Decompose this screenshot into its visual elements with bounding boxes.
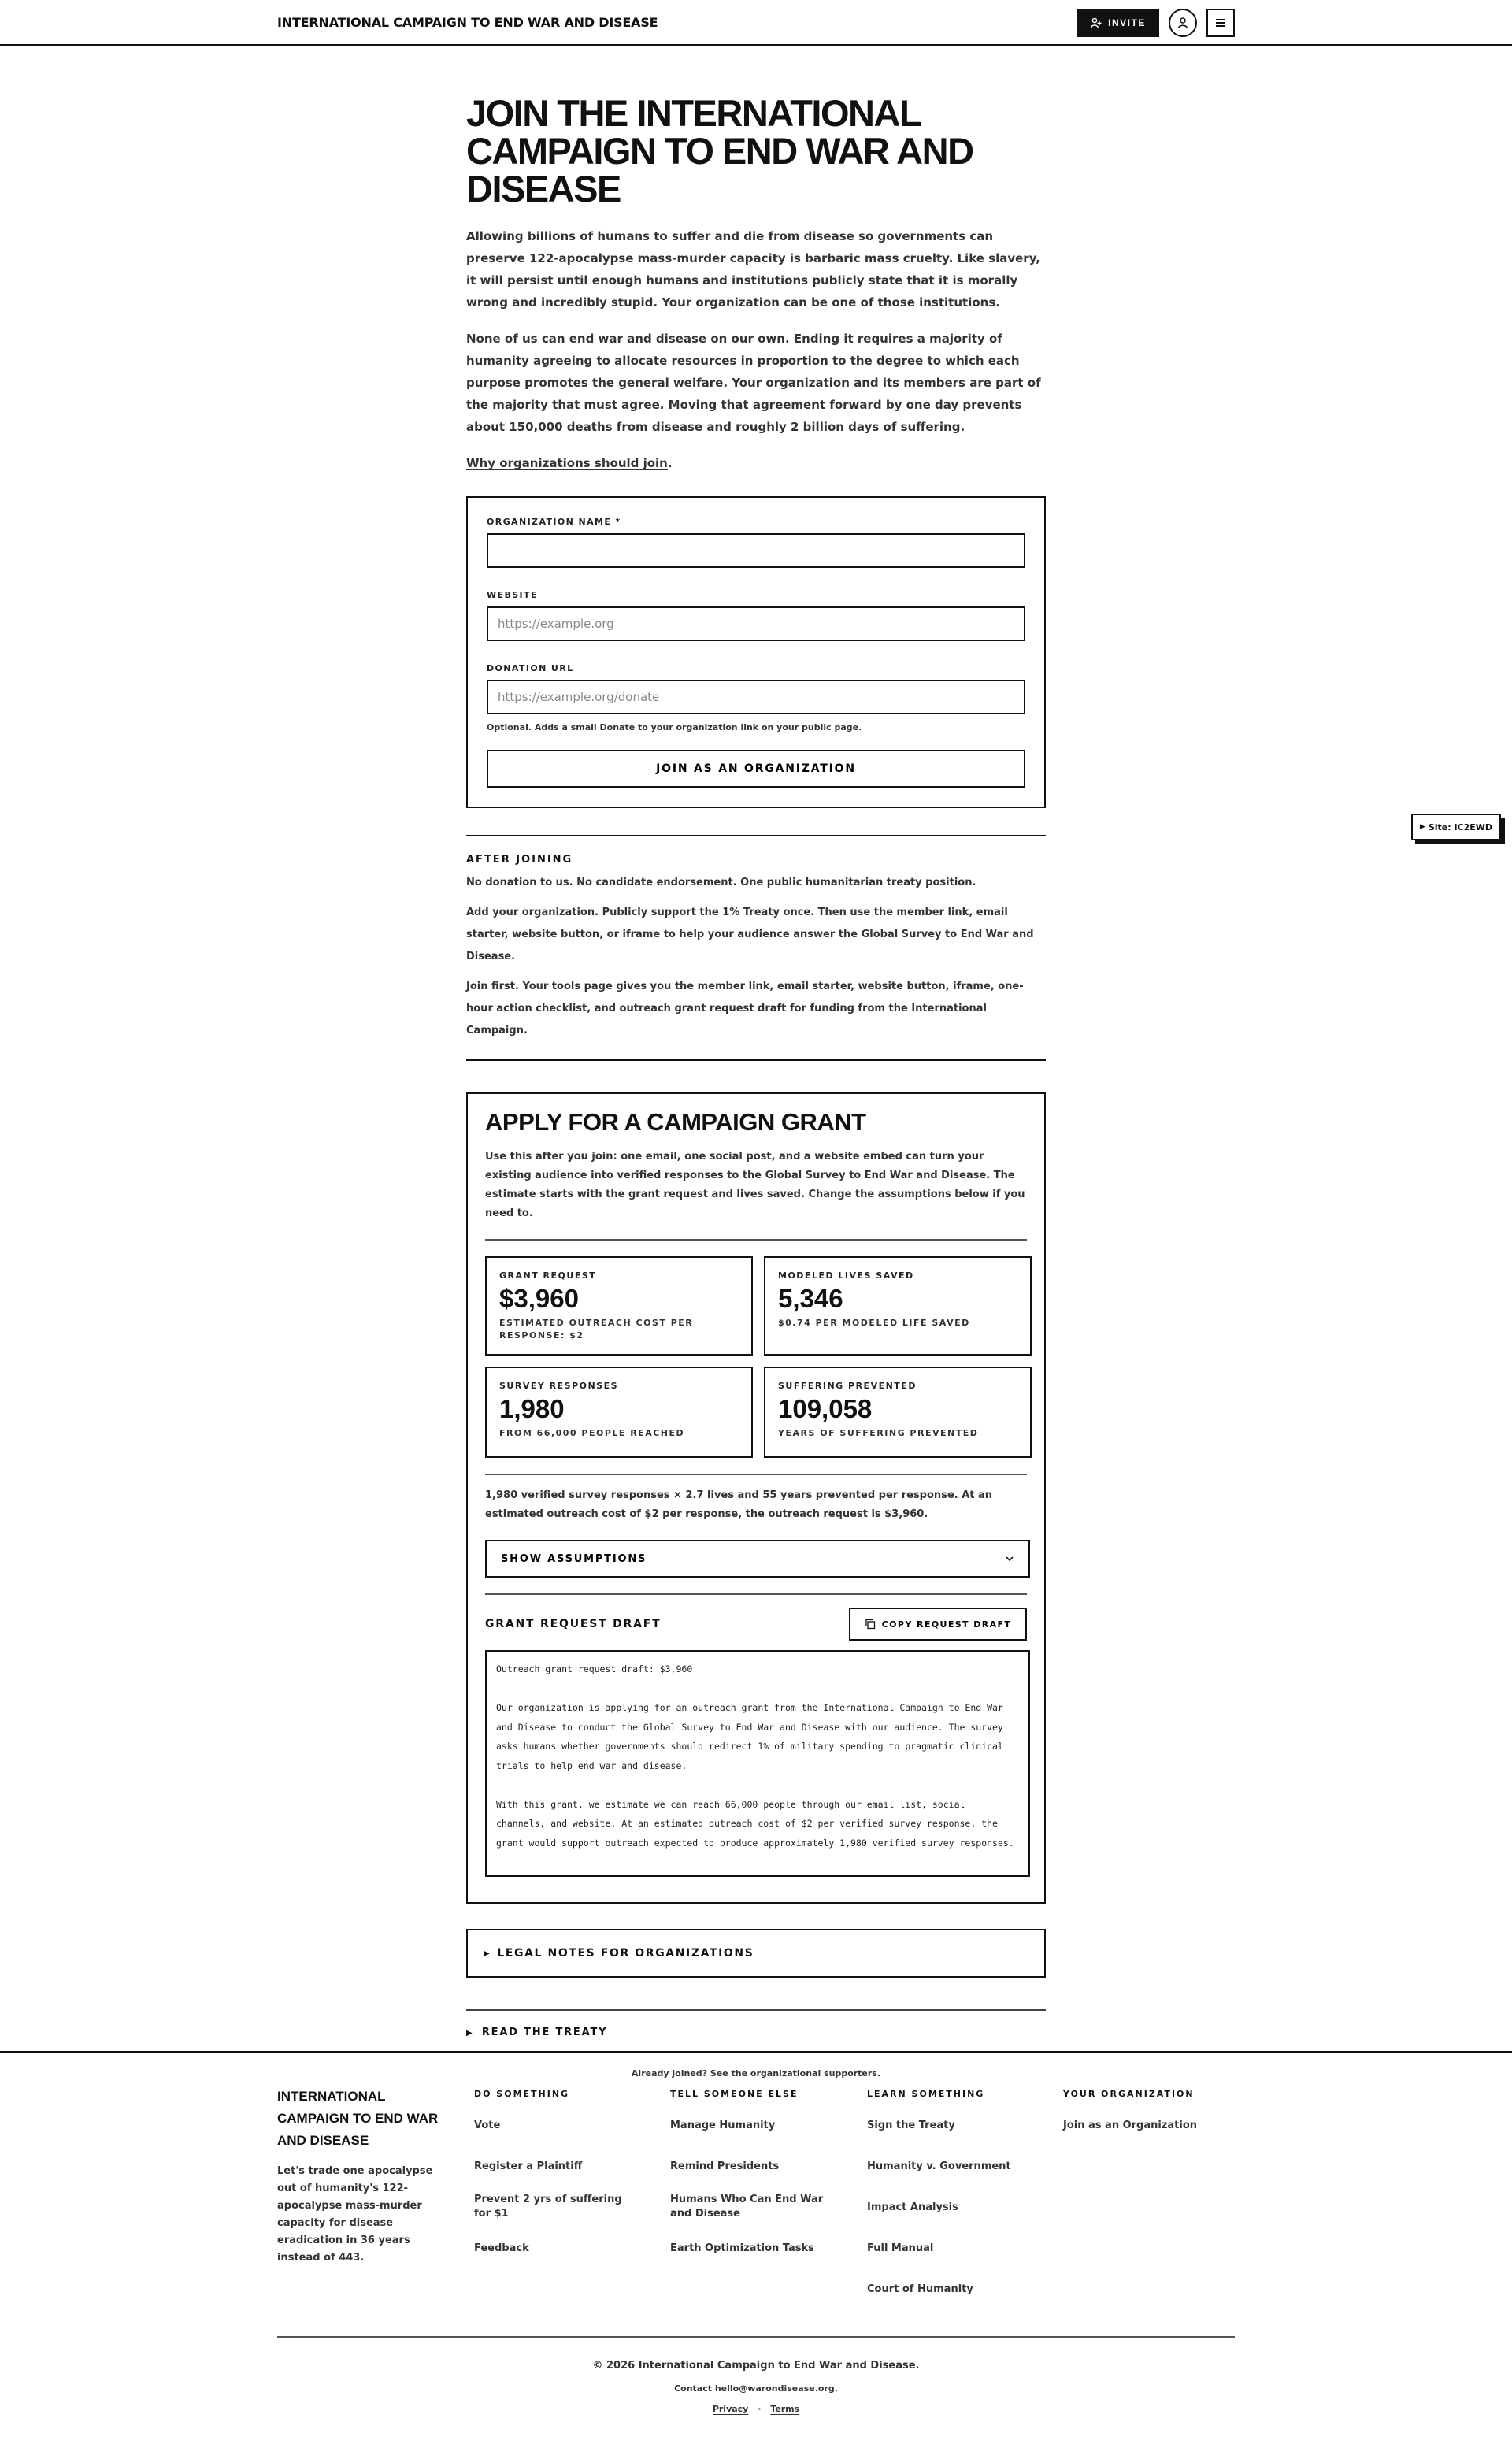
footer-column-your-organization: [1063, 2089, 1244, 2131]
after-joining-p2-before: Add your organization. Publicly support the: [466, 907, 723, 918]
invite-label: INVITE: [1108, 17, 1146, 28]
footer-column-heading: TELL SOMEONE ELSE: [670, 2089, 799, 2099]
footer-column-heading: LEARN SOMETHING: [867, 2089, 985, 2099]
add-user-icon: [1091, 17, 1102, 28]
grant-title: APPLY FOR A CAMPAIGN GRANT: [485, 1108, 866, 1136]
tagline-number: 443: [339, 2252, 361, 2264]
main-content: [466, 92, 1046, 2079]
stat-subtext: ESTIMATED OUTREACH COST PER RESPONSE: $2: [499, 1318, 694, 1341]
after-joining-p1: No donation to us. No candidate endorsement. One public humanitarian treaty position.: [466, 877, 976, 888]
footer-link[interactable]: Court of Humanity: [867, 2283, 973, 2295]
after-joining-p2: [466, 902, 1046, 968]
legal-notes-label: LEGAL NOTES FOR ORGANIZATIONS: [497, 1947, 754, 1960]
grant-request-draft-textarea[interactable]: [485, 1650, 1030, 1877]
footer-link[interactable]: Impact Analysis: [867, 2201, 958, 2213]
stat-grant-request: [485, 1256, 753, 1356]
tagline-number: 122: [382, 2183, 404, 2194]
chevron-down-icon: [1005, 1556, 1014, 1562]
copy-request-draft-label: COPY REQUEST DRAFT: [881, 1619, 1012, 1630]
copy-icon: [865, 1619, 876, 1630]
organizational-supporters-link[interactable]: organizational supporters: [750, 2068, 877, 2079]
org-name-input[interactable]: [487, 533, 1025, 568]
site-badge-label: Site: IC2EWD: [1428, 821, 1493, 833]
stat-subtext: $0.74 PER MODELED LIFE SAVED: [778, 1318, 970, 1328]
footer-column-tell-someone-else: [670, 2089, 851, 2254]
intro-paragraph-2: None of us can end war and disease on our own. Ending it requires a majority of humanity agreeing to allocate resources in proportion to the degree to which each purpose promotes the general welfare. Your organization and its members are part of the majority that must agree. Moving that agreement forward by one day prevents about 150,000 deaths from disease and roughly 2 billion days of suffering.: [466, 332, 1041, 434]
footer-link[interactable]: Join as an Organization: [1063, 2119, 1198, 2131]
contact-suffix: .: [834, 2383, 838, 2394]
show-assumptions-label: SHOW ASSUMPTIONS: [501, 1552, 647, 1565]
triangle-right-icon: ▶: [484, 1949, 491, 1958]
triangle-right-icon: ▶: [1419, 823, 1425, 831]
join-organization-button[interactable]: JOIN AS AN ORGANIZATION: [487, 750, 1025, 788]
intro: [466, 225, 1046, 474]
stat-label: SURVEY RESPONSES: [499, 1381, 619, 1391]
stat-lives-saved: [764, 1256, 1032, 1356]
why-suffix: .: [667, 456, 673, 470]
treaty-link[interactable]: 1% Treaty: [722, 907, 780, 918]
org-name-label: ORGANIZATION NAME *: [487, 517, 621, 527]
footer-legal-links: [0, 2404, 1512, 2414]
footer-copyright: © 2026 International Campaign to End War and Disease.: [592, 2360, 920, 2372]
terms-link[interactable]: Terms: [770, 2404, 800, 2414]
footer-column-do-something: [474, 2089, 655, 2254]
divider: [485, 1239, 1027, 1241]
tagline-part: .: [360, 2252, 365, 2264]
stat-value: 109,058: [778, 1394, 873, 1423]
divider: [485, 1474, 1027, 1475]
stat-value: 5,346: [778, 1284, 843, 1313]
intro-paragraph-1: Allowing billions of humans to suffer and die from disease so governments can preserve 122-apocalypse mass-murder capacity is barbaric mass cruelty. Like slavery, it will persist until enough humans and institutions publicly state that it is morally wrong and incredibly stupid. Your organization can be one of those institutions.: [466, 229, 1041, 310]
footer: [0, 2051, 1512, 2444]
stat-value: $3,960: [499, 1284, 579, 1313]
footer-link[interactable]: Feedback: [474, 2242, 529, 2254]
footer-link[interactable]: Humans Who Can End War and Disease: [670, 2194, 824, 2220]
legal-notes-toggle[interactable]: [466, 1929, 1046, 1978]
footer-contact: [0, 2383, 1512, 2394]
footer-link[interactable]: Manage Humanity: [670, 2119, 776, 2131]
website-label: WEBSITE: [487, 590, 538, 600]
grant-calculation: 1,980 verified survey responses × 2.7 lives and 55 years prevented per response. At an estimated outreach cost of $2 per response, the outreach request is $3,960.: [485, 1489, 993, 1520]
footer-column-heading: DO SOMETHING: [474, 2089, 570, 2099]
separator: ·: [758, 2404, 762, 2414]
footer-link[interactable]: Sign the Treaty: [867, 2119, 955, 2131]
site-badge[interactable]: [1411, 814, 1501, 840]
contact-email-link[interactable]: hello@warondisease.org: [714, 2383, 835, 2394]
donation-note: Optional. Adds a small Donate to your organization link on your public page.: [487, 722, 862, 732]
stat-subtext: YEARS OF SUFFERING PREVENTED: [778, 1428, 979, 1438]
tagline-number: 36: [360, 2234, 375, 2246]
tagline-part: years instead of: [277, 2234, 410, 2264]
footer-divider: [277, 2336, 1235, 2338]
hamburger-icon: [1216, 19, 1225, 27]
donation-url-label: DONATION URL: [487, 663, 574, 673]
after-joining-p3: Join first. Your tools page gives you the member link, email starter, website button, iframe, one-hour action checklist, and outreach grant request draft for funding from the International Campaign.: [466, 981, 1024, 1037]
read-treaty-label: READ THE TREATY: [481, 2027, 608, 2038]
after-joining-section: [466, 835, 1046, 1061]
footer-column-heading: YOUR ORGANIZATION: [1063, 2089, 1195, 2099]
account-button[interactable]: [1169, 9, 1197, 37]
grant-stats: [485, 1256, 1027, 1458]
campaign-grant-card: [466, 1092, 1046, 1904]
read-treaty-toggle[interactable]: [466, 2009, 1046, 2038]
tagline-part: -apocalypse mass-murder capacity for disease eradication in: [277, 2183, 422, 2246]
footer-column-learn-something: [867, 2089, 1048, 2295]
page-title: JOIN THE INTERNATIONAL CAMPAIGN TO END WAR AND DISEASE: [466, 92, 973, 210]
why-organizations-link[interactable]: Why organizations should join: [466, 456, 668, 470]
footer-link[interactable]: Humanity v. Government: [867, 2160, 1011, 2172]
footer-link[interactable]: Remind Presidents: [670, 2160, 780, 2172]
draft-header: [485, 1608, 1027, 1641]
join-form: [466, 496, 1046, 808]
already-joined-after: .: [876, 2068, 881, 2079]
after-joining-p2-after: once. Then use the member link, email starter, website button, or iframe to help your audience answer the Global Survey to End War and Disease.: [466, 907, 1034, 962]
show-assumptions-button[interactable]: [485, 1540, 1030, 1578]
stat-label: GRANT REQUEST: [499, 1270, 597, 1281]
stat-label: MODELED LIVES SAVED: [778, 1270, 914, 1281]
triangle-right-icon: ▶: [466, 2029, 474, 2038]
contact-prefix: Contact: [674, 2383, 715, 2394]
footer-brand[interactable]: INTERNATIONAL CAMPAIGN TO END WAR AND DISEASE: [277, 2089, 439, 2148]
footer-link[interactable]: Vote: [474, 2119, 501, 2131]
stat-label: SUFFERING PREVENTED: [778, 1381, 917, 1391]
footer-link[interactable]: Full Manual: [867, 2242, 934, 2254]
footer-tagline: [277, 2163, 435, 2267]
user-icon: [1177, 17, 1189, 29]
donation-url-input[interactable]: [487, 680, 1025, 714]
draft-heading: GRANT REQUEST DRAFT: [485, 1618, 662, 1630]
footer-link[interactable]: Earth Optimization Tasks: [670, 2242, 814, 2254]
stat-survey-responses: [485, 1367, 753, 1458]
menu-button[interactable]: [1206, 9, 1235, 37]
already-joined-before: Already joined? See the: [631, 2068, 750, 2079]
footer-link[interactable]: Prevent 2 yrs of suffering for $1: [474, 2194, 622, 2220]
tagline-part: Let's trade one apocalypse out of humanity's: [277, 2165, 433, 2194]
invite-button[interactable]: [1077, 9, 1159, 37]
after-joining-heading: AFTER JOINING: [466, 854, 573, 866]
grant-description: Use this after you join: one email, one social post, and a website embed can turn your existing audience into verified responses to the Global Survey to End War and Disease. The estimate starts with the grant request and lives saved. Change the assumptions below if you need to.: [485, 1151, 1025, 1219]
stat-value: 1,980: [499, 1394, 565, 1423]
site-brand[interactable]: INTERNATIONAL CAMPAIGN TO END WAR AND DISEASE: [277, 15, 658, 30]
top-nav: [0, 0, 1512, 46]
why-join-line: [466, 452, 1046, 474]
footer-link[interactable]: Register a Plaintiff: [474, 2160, 583, 2172]
stat-subtext: FROM 66,000 PEOPLE REACHED: [499, 1428, 685, 1438]
privacy-link[interactable]: Privacy: [712, 2404, 749, 2414]
copy-request-draft-button[interactable]: [849, 1608, 1027, 1641]
divider: [485, 1593, 1027, 1595]
stat-suffering-prevented: [764, 1367, 1032, 1458]
website-input[interactable]: [487, 606, 1025, 641]
